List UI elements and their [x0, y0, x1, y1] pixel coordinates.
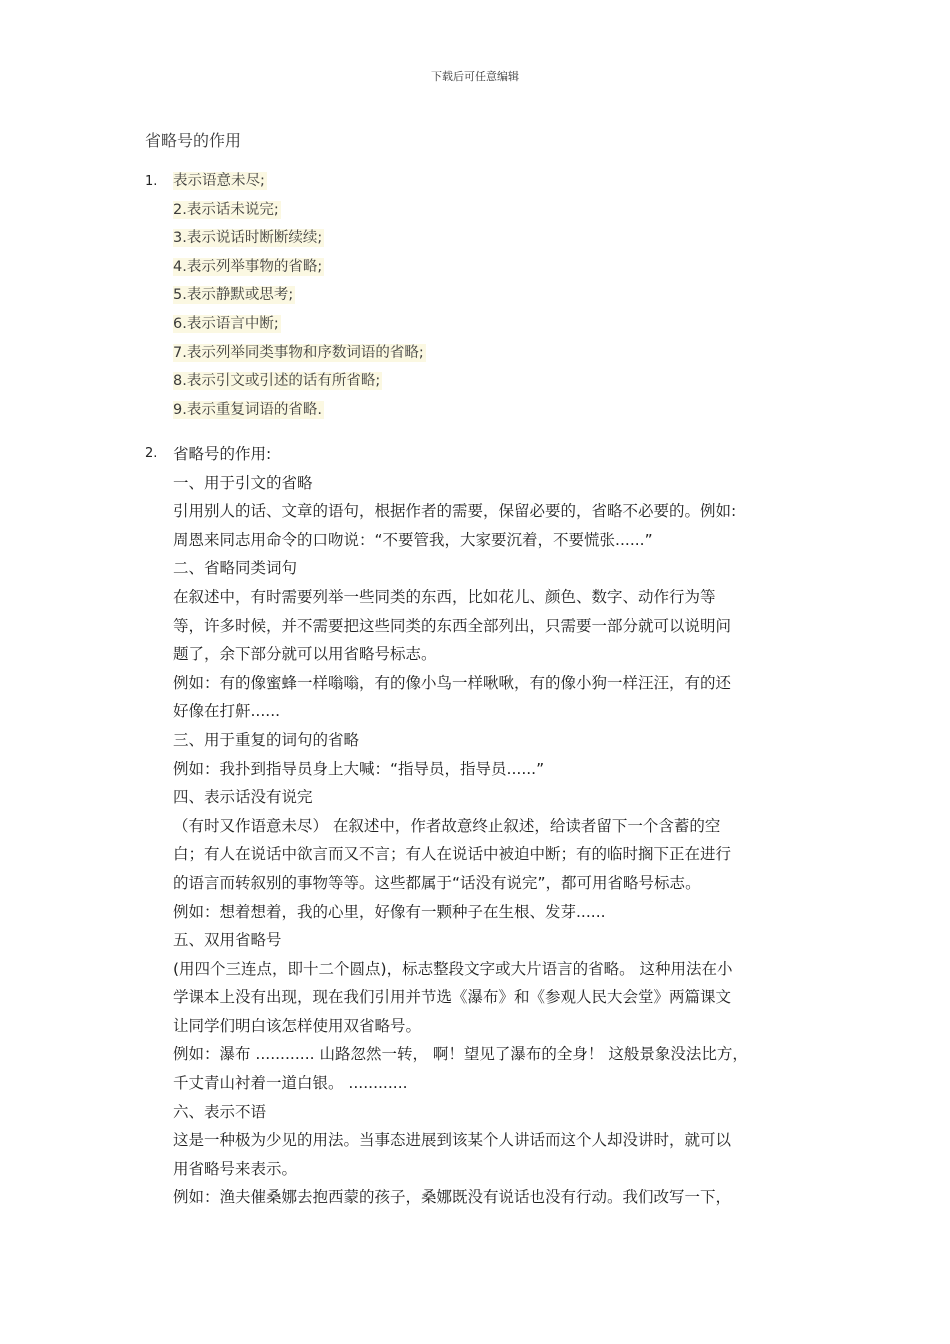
page-header-note: 下载后可任意编辑	[431, 70, 519, 83]
paragraph-line: 例如：想着想着，我的心里，好像有一颗种子在生根、发芽......	[173, 902, 606, 921]
section-heading: 二、省略同类词句	[173, 559, 298, 578]
list-item-text: 8.表示引文或引述的话有所省略;	[173, 373, 381, 390]
paragraph-line: 学课本上没有出现，现在我们引用并节选《瀑布》和《参观人民大会堂》两篇课文	[173, 988, 732, 1007]
list-item	[173, 257, 426, 286]
list-item	[173, 200, 426, 229]
list-1-items	[173, 171, 426, 428]
paragraph-line: 例如：渔夫催桑娜去抱西蒙的孩子，桑娜既没有说话也没有行动。我们改写一下，	[173, 1188, 732, 1207]
list-item	[173, 400, 426, 429]
section-heading: 六、表示不语	[173, 1102, 267, 1121]
list-item-text: 6.表示语言中断;	[173, 315, 279, 332]
paragraph-line: 的语言而转叙别的事物等等。这些都属于“话没有说完”，都可用省略号标志。	[173, 873, 701, 892]
paragraph-line: 等，许多时候，并不需要把这些同类的东西全部列出，只需要一部分就可以说明问	[173, 616, 732, 635]
paragraph-line: 例如：有的像蜜蜂一样嗡嗡，有的像小鸟一样啾啾，有的像小狗一样汪汪，有的还	[173, 673, 732, 692]
paragraph-line: 在叙述中，有时需要列举一些同类的东西，比如花儿、颜色、数字、动作行为等	[173, 587, 716, 606]
paragraph-line: 题了，余下部分就可以用省略号标志。	[173, 645, 437, 664]
list-marker-1: 1.	[145, 174, 158, 189]
list-item-text: 2.表示话未说完;	[173, 201, 279, 218]
list-item	[173, 171, 426, 200]
section-heading: 三、用于重复的词句的省略	[173, 730, 360, 749]
paragraph-line: 好像在打鼾......	[173, 702, 281, 721]
paragraph-line: 这是一种极为少见的用法。当事态进展到该某个人讲话而这个人却没讲时，就可以	[173, 1131, 732, 1150]
paragraph-line: 让同学们明白该怎样使用双省略号。	[173, 1016, 422, 1035]
list-marker-2: 2.	[145, 446, 158, 461]
document-title: 省略号的作用	[145, 131, 242, 150]
paragraph-line: 用省略号来表示。	[173, 1159, 298, 1178]
paragraph-line: （有时又作语意未尽） 在叙述中，作者故意终止叙述，给读者留下一个含蓄的空	[173, 816, 721, 835]
list-item	[173, 285, 426, 314]
list-item	[173, 343, 426, 372]
list-item-text: 7.表示列举同类事物和序数词语的省略;	[173, 344, 424, 361]
section-heading: 省略号的作用:	[173, 445, 272, 463]
list-item-text: 9.表示重复词语的省略.	[173, 401, 322, 418]
list-item	[173, 371, 426, 400]
paragraph-line: 例如：瀑布 ............ 山路忽然一转， 啊！望见了瀑布的全身！ 这般景象没法比方，	[173, 1045, 748, 1064]
list-item-text: 5.表示静默或思考;	[173, 287, 294, 304]
paragraph-line: 周恩来同志用命令的口吻说：“不要管我，大家要沉着，不要慌张......”	[173, 530, 653, 549]
paragraph-line: 引用别人的话、文章的语句，根据作者的需要，保留必要的，省略不必要的。例如:	[173, 502, 737, 521]
section-heading: 一、用于引文的省略	[173, 473, 313, 492]
section-heading: 四、表示话没有说完	[173, 788, 313, 807]
list-item-text: 3.表示说话时断断续续;	[173, 230, 323, 247]
list-item-text: 4.表示列举事物的省略;	[173, 258, 323, 275]
paragraph-line: 千丈青山衬着一道白银。 ............	[173, 1074, 408, 1093]
list-item	[173, 314, 426, 343]
list-item	[173, 228, 426, 257]
section-heading: 五、双用省略号	[173, 931, 282, 950]
list-2-body	[173, 443, 823, 1215]
list-item-text: 表示语意未尽;	[173, 173, 265, 189]
paragraph-line: 白；有人在说话中欲言而又不言；有人在说话中被迫中断；有的临时搁下正在进行	[173, 845, 732, 864]
paragraph-line: 例如：我扑到指导员身上大喊：“指导员，指导员......”	[173, 759, 545, 778]
paragraph-line: (用四个三连点，即十二个圆点)，标志整段文字或大片语言的省略。 这种用法在小	[173, 959, 733, 978]
